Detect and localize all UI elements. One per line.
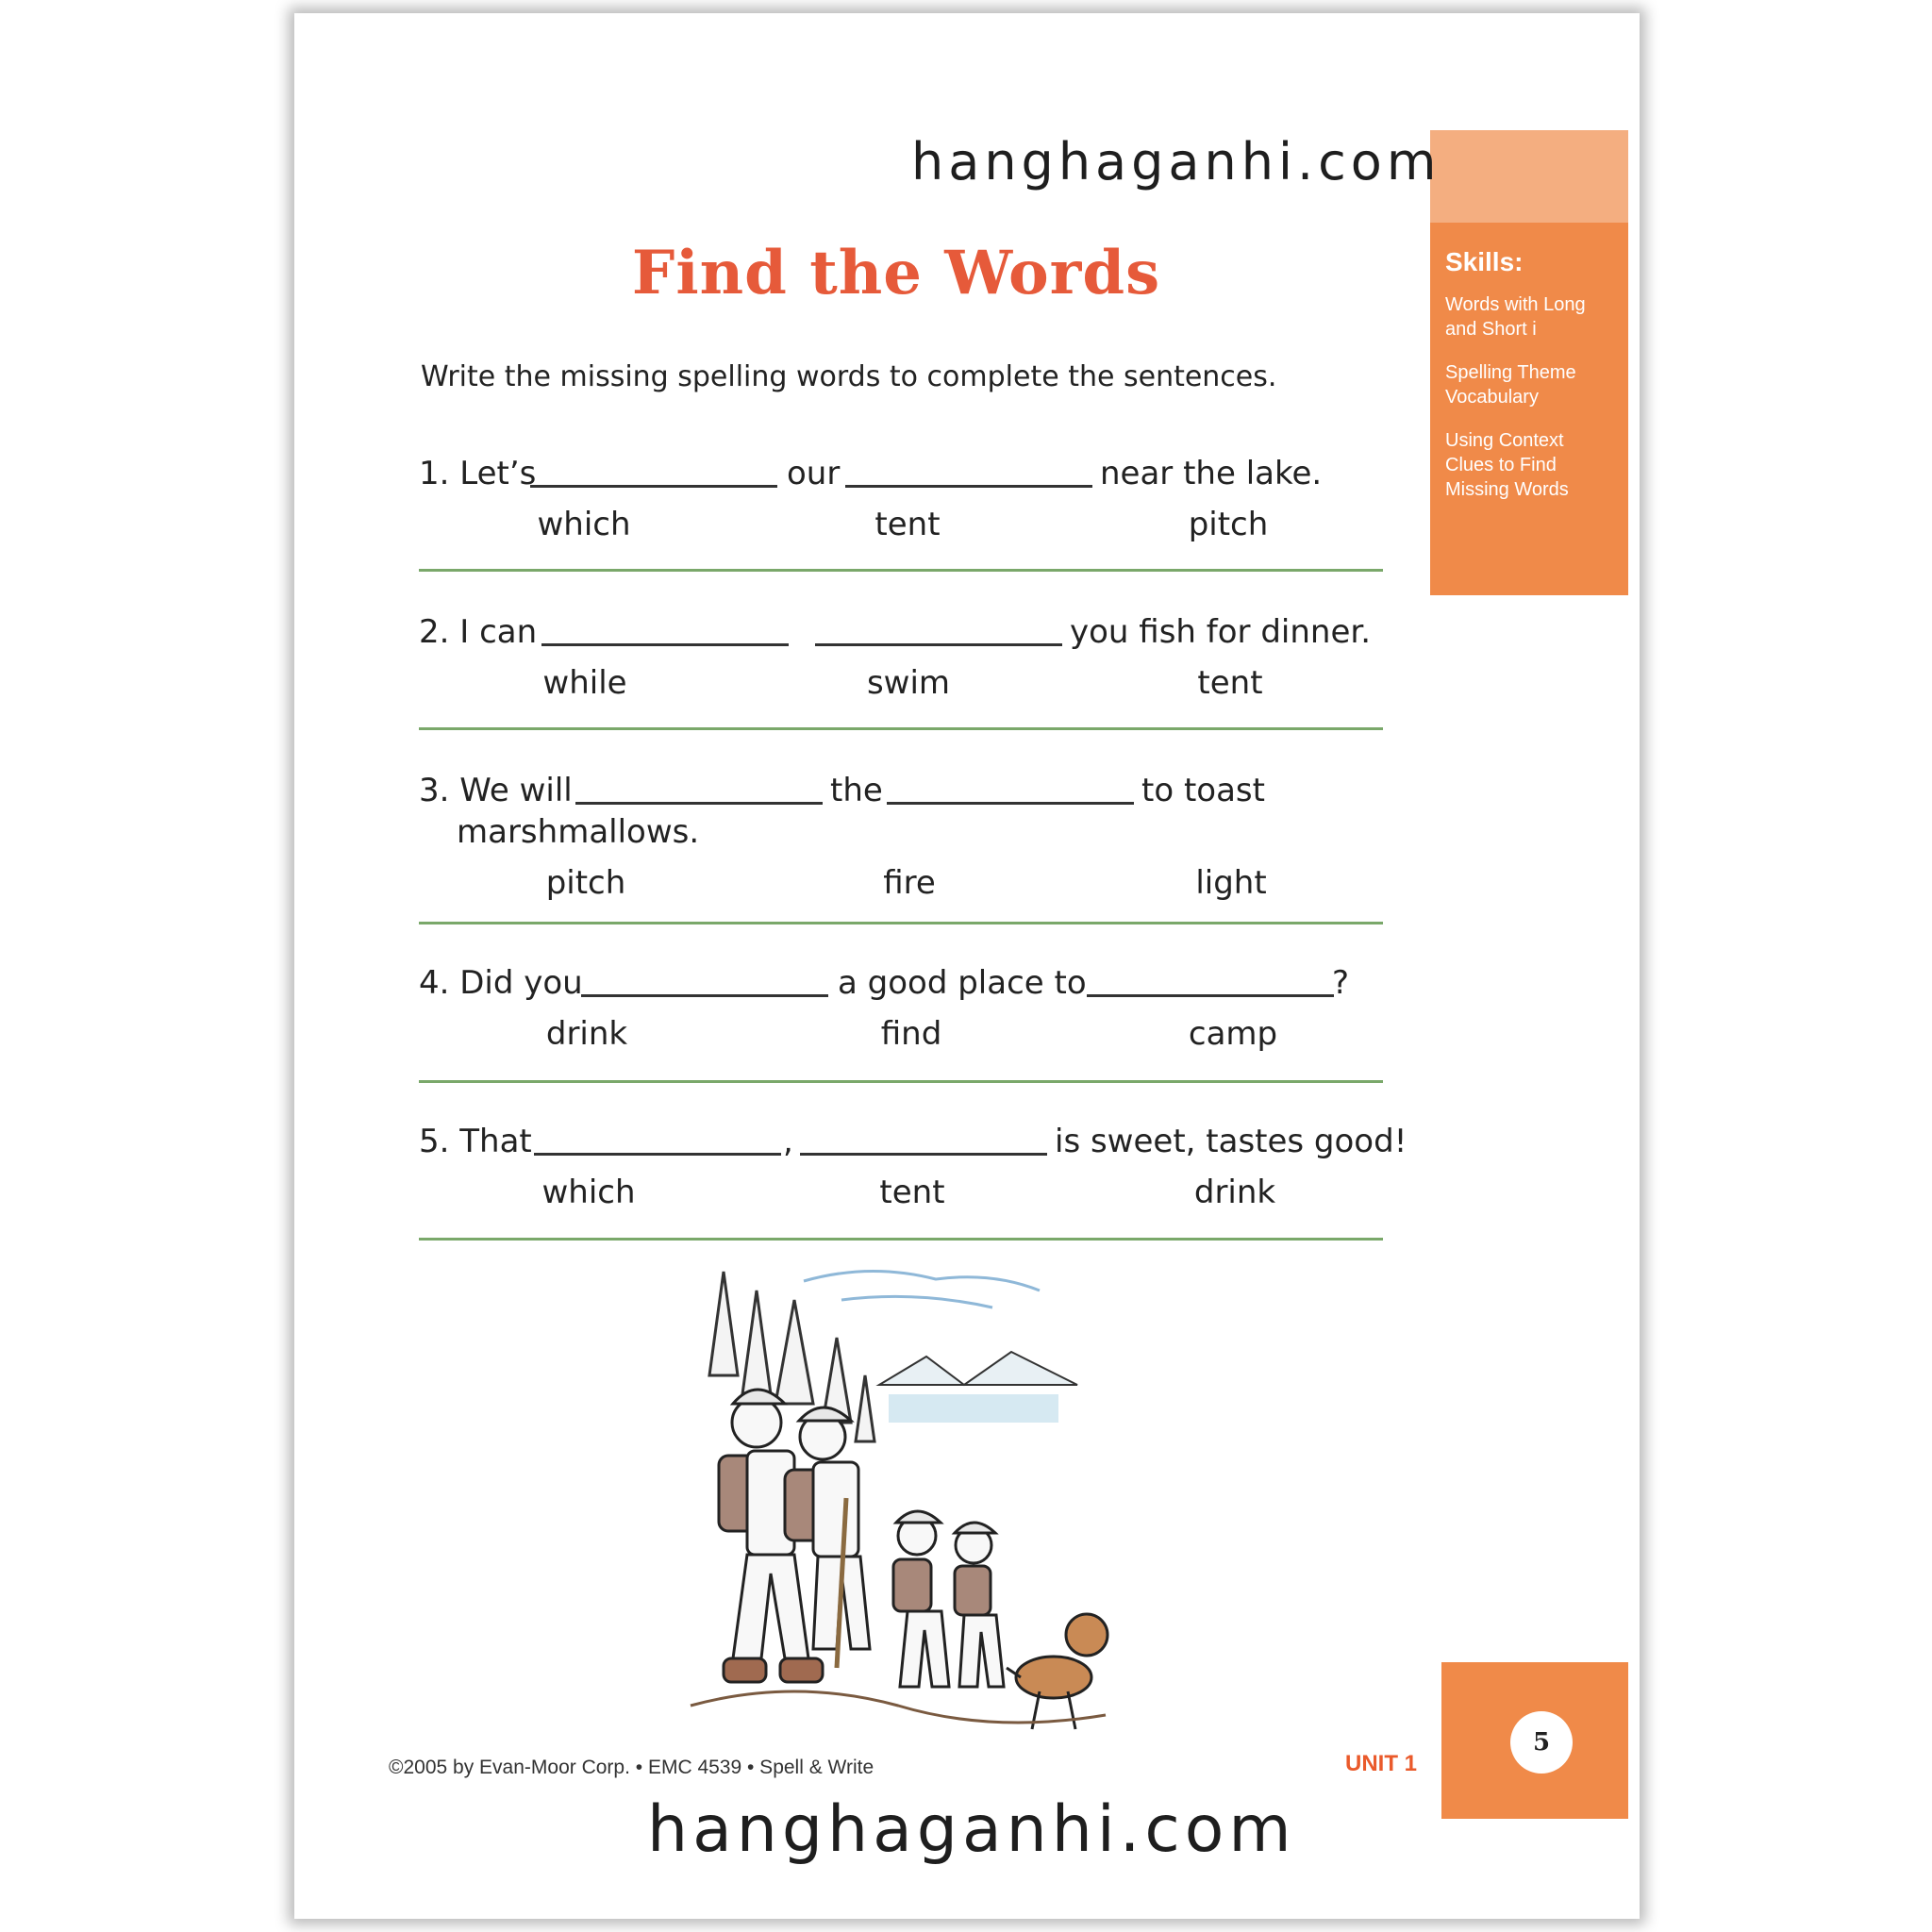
word-choice: drink xyxy=(1193,1174,1276,1211)
sentence-text: to toast xyxy=(1141,772,1265,809)
skills-tab-top xyxy=(1430,130,1628,223)
sentence-text: near the lake. xyxy=(1100,455,1323,492)
word-choice: pitch xyxy=(545,864,626,902)
watermark-bottom: hanghaganhi.com xyxy=(647,1792,1296,1867)
sentence-continuation: marshmallows. xyxy=(457,813,700,851)
word-choice: pitch xyxy=(1188,506,1269,543)
exercise-item-5 xyxy=(419,1123,1407,1215)
divider-line xyxy=(419,727,1383,730)
answer-blank[interactable] xyxy=(815,613,1062,646)
exercise-item-1 xyxy=(419,455,1391,547)
skills-title: Skills: xyxy=(1445,247,1524,276)
answer-blank[interactable] xyxy=(800,1123,1047,1156)
hiker-child-1 xyxy=(893,1511,949,1687)
word-choice: tent xyxy=(879,1174,945,1211)
page-title: Find the Words xyxy=(631,238,1161,308)
copyright-footer: ©2005 by Evan-Moor Corp. • EMC 4539 • Spell & Write xyxy=(389,1757,874,1778)
answer-blank[interactable] xyxy=(534,1123,781,1156)
word-choice: which xyxy=(537,506,631,543)
sentence-text: our xyxy=(787,455,841,492)
answer-blank[interactable] xyxy=(887,772,1134,805)
unit-label: UNIT 1 xyxy=(1345,1751,1418,1776)
dog xyxy=(1007,1614,1108,1729)
exercise-item-4 xyxy=(419,964,1391,1057)
word-choice: find xyxy=(880,1015,942,1053)
hiker-child-2 xyxy=(955,1523,1004,1687)
sentence-text: a good place to xyxy=(838,964,1087,1002)
answer-blank[interactable] xyxy=(541,613,789,646)
sentence-text: 3. We will xyxy=(419,772,573,809)
skill-item: Using Context Clues to Find Missing Words xyxy=(1445,430,1569,500)
mountains xyxy=(879,1352,1077,1385)
answer-blank[interactable] xyxy=(845,455,1092,488)
word-choice: which xyxy=(541,1174,636,1211)
divider-line xyxy=(419,1080,1383,1083)
skill-item: Spelling Theme Vocabulary xyxy=(1445,362,1576,408)
divider-line xyxy=(419,922,1383,924)
sentence-text: is sweet, tastes good! xyxy=(1055,1123,1407,1160)
answer-blank[interactable] xyxy=(530,455,777,488)
page-number-box xyxy=(1441,1662,1628,1819)
hikers-illustration xyxy=(681,1262,1115,1753)
sentence-text: 4. Did you xyxy=(419,964,583,1002)
exercise-item-3 xyxy=(419,772,1391,906)
word-choice: swim xyxy=(866,664,951,702)
word-choice: tent xyxy=(1197,664,1263,702)
answer-blank[interactable] xyxy=(575,772,823,805)
watermark-top: hanghaganhi.com xyxy=(911,132,1441,192)
word-choice: while xyxy=(542,664,627,702)
sentence-text: the xyxy=(830,772,883,809)
answer-blank[interactable] xyxy=(581,964,828,997)
instructions: Write the missing spelling words to complete the sentences. xyxy=(421,360,1277,393)
divider-line xyxy=(419,1238,1383,1241)
exercise-item-2 xyxy=(419,613,1391,706)
skill-item: Words with Long and Short i xyxy=(1445,294,1586,340)
sentence-text: you fish for dinner. xyxy=(1070,613,1372,651)
word-choice: camp xyxy=(1188,1015,1278,1053)
sentence-text: ? xyxy=(1332,964,1350,1002)
word-choice: fire xyxy=(883,864,936,902)
word-choice: light xyxy=(1195,864,1267,902)
clouds xyxy=(804,1271,1040,1307)
answer-blank[interactable] xyxy=(1087,964,1334,997)
sentence-text: 1. Let’s xyxy=(419,455,537,492)
sentence-text: , xyxy=(783,1123,793,1160)
word-choice: tent xyxy=(874,506,941,543)
word-choice: drink xyxy=(545,1015,628,1053)
skills-panel xyxy=(1430,223,1628,595)
sentence-text: 5. That xyxy=(419,1123,532,1160)
page-number: 5 xyxy=(1510,1711,1573,1774)
sentence-text: 2. I can xyxy=(419,613,538,651)
divider-line xyxy=(419,569,1383,572)
